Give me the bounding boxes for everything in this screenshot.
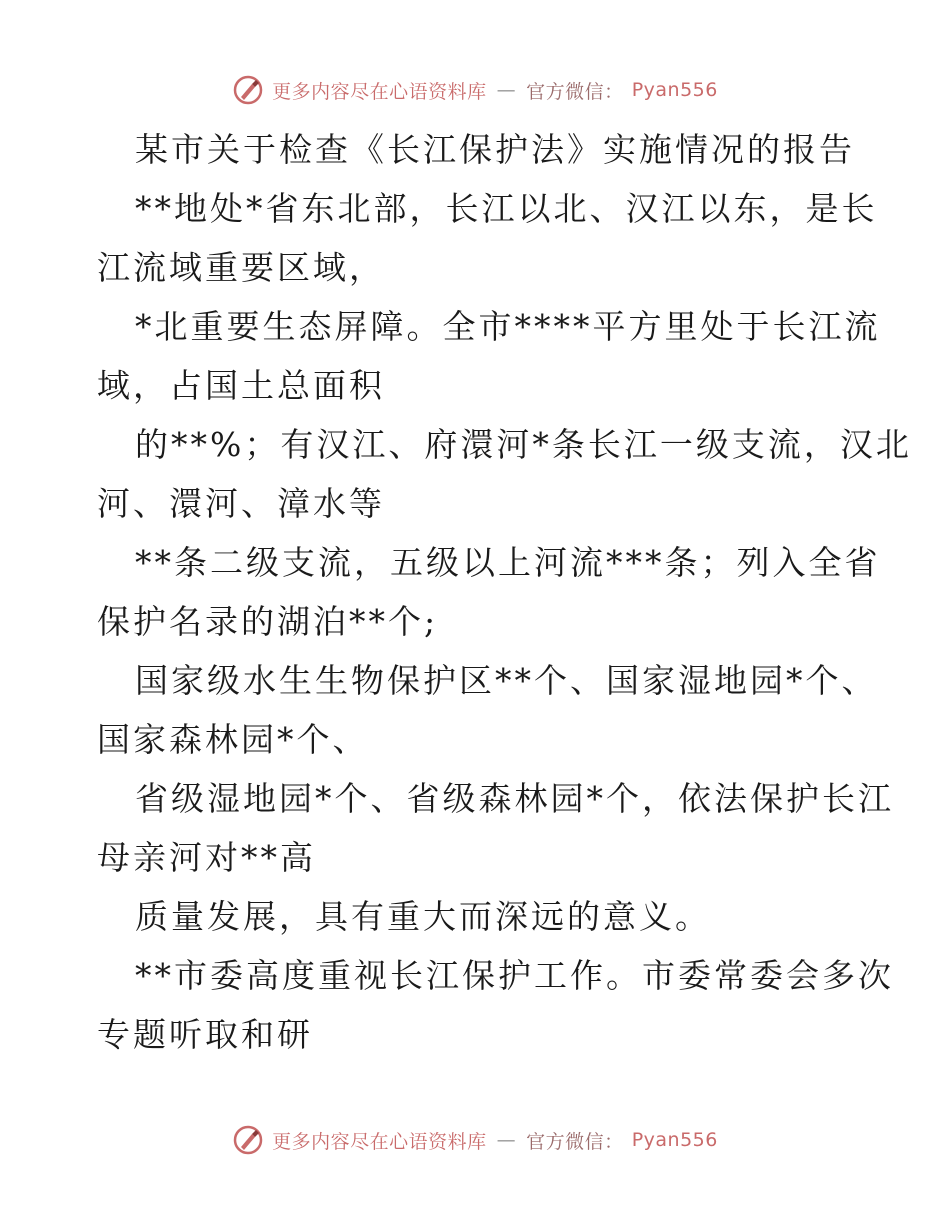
watermark-dash: — <box>496 1129 517 1151</box>
pen-logo-icon <box>232 1124 264 1156</box>
watermark-wechat-id: Pyan556 <box>631 79 718 101</box>
paragraph-line: 国家森林园*个、 <box>97 720 369 759</box>
watermark-dash: — <box>496 79 517 101</box>
paragraph-line: 江流域重要区域， <box>97 248 385 287</box>
paragraph-line: 母亲河对**高 <box>97 838 316 877</box>
footer-watermark <box>0 1120 950 1160</box>
document-body <box>97 120 912 1064</box>
paragraph-line: 专题听取和研 <box>97 1015 313 1054</box>
paragraph-line: 保护名录的湖泊**个; <box>97 602 439 641</box>
paragraph-line: 河、澴河、漳水等 <box>97 484 385 523</box>
paragraph-line: 质量发展，具有重大而深远的意义。 <box>135 897 711 936</box>
paragraph-line: **市委高度重视长江保护工作。市委常委会多次 <box>135 956 894 995</box>
watermark-wechat-label: 官方微信： <box>526 1130 624 1153</box>
header-watermark <box>0 70 950 110</box>
paragraph-line: **地处*省东北部，长江以北、汉江以东，是长 <box>135 189 878 228</box>
watermark-site-text: 更多内容尽在心语资料库 <box>272 80 487 103</box>
paragraph-line: 国家级水生生物保护区**个、国家湿地园*个、 <box>135 661 878 700</box>
paragraph-line: **条二级支流，五级以上河流***条；列入全省 <box>135 543 881 582</box>
watermark-wechat-label: 官方微信： <box>526 80 624 103</box>
paragraph-line: *北重要生态屏障。全市****平方里处于长江流 <box>135 307 881 346</box>
paragraph-line: 的**%；有汉江、府澴河*条长江一级支流，汉北 <box>135 425 912 464</box>
pen-logo-icon <box>232 74 264 106</box>
paragraph-line: 省级湿地园*个、省级森林园*个，依法保护长江 <box>135 779 894 818</box>
paragraph-line: 域，占国土总面积 <box>97 366 385 405</box>
watermark-wechat-id: Pyan556 <box>631 1129 718 1151</box>
paragraph-line: 某市关于检查《长江保护法》实施情况的报告 <box>135 130 855 169</box>
watermark-site-text: 更多内容尽在心语资料库 <box>272 1130 487 1153</box>
